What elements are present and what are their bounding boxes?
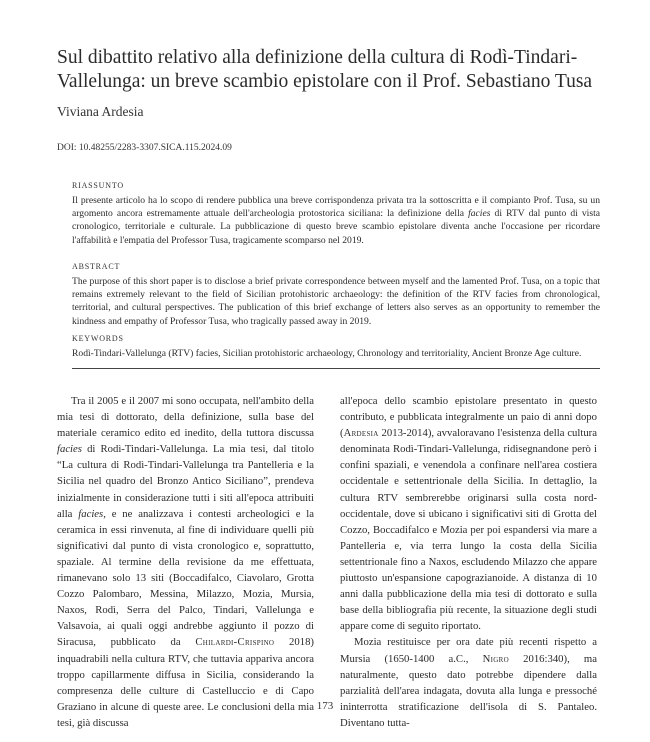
- keywords-heading: KEYWORDS: [72, 334, 124, 343]
- page-number: 173: [316, 700, 334, 712]
- abstract-section: [72, 262, 600, 328]
- citation-author: Ardesia: [343, 427, 379, 440]
- keywords-text: Rodì-Tindari-Vallelunga (RTV) facies, Sicilian protohistoric archaeology, Chronology and territoriality, Ancient Bronze Age culture.: [72, 348, 582, 359]
- riassunto-text: Il presente articolo ha lo scopo di rendere pubblica una breve corrispondenza privata tra la sottoscritta e il compianto Prof. Tusa, su un argomento ancora estremamente attuale dell'archeologia protostorica siciliana: la definizione della facies di RTV dal punto di vista cronologico, territoriale e culturale. La pubblicazione di questo breve scambio epistolare diventa anche l'occasione per ricordare l'affabilità e l'empatia del Professor Tusa, tragicamente scomparso nel 2019.: [72, 195, 600, 246]
- abstract-heading: ABSTRACT: [72, 262, 121, 271]
- keywords-section: [72, 334, 600, 360]
- body-paragraph: Tra il 2005 e il 2007 mi sono occupata, nell'ambito della mia tesi di dottorato, della definizione, sulla base del materiale ceramico edito ed inedito, della tuttora discussa facies di Rodì-Tindari-Vallelunga. La mia tesi, dal titolo “La cultura di Rodì-Tindari-Vallelunga tra Pantelleria e la Sicilia nel quadro del Bronzo Antico Siciliano”, prendeva inizialmente in considerazione tutti i siti all'epoca attribuiti alla facies, e ne analizzava i contesti archeologici e la ceramica in essi rinvenuta, al fine di individuare quelli più significativi dal punto di vista cronologico e, soprattutto, spaziale. Al termine della revisione da me effettuata, rimanevano solo 13 siti (Boccadifalco, Ciavolaro, Grotta Cozzo Palombaro, Messina, Milazzo, Mozia, Mursia, Naxos, Rodì, Serra del Palco, Tindari, Vallelunga e Valsavoia, ai quali oggi andrebbe aggiunto il pozzo di Siracusa, pubblicato da Chilardi-Crispino 2018) inquadrabili nella cultura RTV, che tuttavia appariva ancora troppo capillarmente diffusa in Sicilia, considerando la compresenza delle culture di Castelluccio e di Capo Graziano in alcune di queste aree. Le conclusioni della mia tesi, già discussa: [57, 395, 314, 729]
- section-divider: [72, 368, 600, 369]
- body-column-right: [340, 393, 597, 731]
- body-paragraph: Mozia restituisce per ora date più recenti rispetto a Mursia (1650-1400 a.C., Nigro 2016:340), ma naturalmente, questo dato potrebbe dipendere dalla parzialità dell'area indagata, dovuta alla lunga e pressoché ininterrotta stratificazione dell'isola di S. Pantaleo. Diventano tutta-: [340, 636, 597, 729]
- article-title: Sul dibattito relativo alla definizione della cultura di Rodì-Tindari-Vallelunga: un breve scambio epistolare con il Prof. Sebastiano Tusa: [57, 47, 593, 92]
- riassunto-section: [72, 181, 600, 247]
- body-paragraph: all'epoca dello scambio epistolare presentato in questo contributo, e pubblicata integralmente un paio di anni dopo (Ardesia 2013-2014), avvaloravano l'esistenza della cultura denominata Rodì-Tindari-Vallelunga, ridisegnandone però i confini spaziali, e venendola a confinare nell'area costiera occidentale e settentrionale della Sicilia. In dettaglio, la cultura RTV sembrerebbe originarsi sulla costa nord-occidentale, dove si ubicano i significativi siti di Grotta del Cozzo, Boccadifalco e Mozia per poi espandersi via mare a Pantelleria e, via terra lungo la costa della Sicilia settentrionale fino a Naxos, escludendo Milazzo che appare piuttosto un'espansione capograzianoide. A distanza di 10 anni dalla pubblicazione della mia tesi di dottorato e sulla base della bibliografia più recente, la situazione degli studi appare come di seguito riportato.: [340, 395, 597, 633]
- doi-line[interactable]: DOI: 10.48255/2283-3307.SICA.115.2024.09: [57, 143, 232, 153]
- body-column-left: [57, 393, 314, 731]
- riassunto-heading: RIASSUNTO: [72, 181, 124, 190]
- citation-author: Chilardi-Crispino: [195, 636, 275, 649]
- citation-author: Nigro: [482, 652, 509, 665]
- author-name: Viviana Ardesia: [57, 104, 144, 119]
- abstract-text: The purpose of this short paper is to disclose a brief private correspondence between myself and the lamented Prof. Tusa, on a topic that remains extremely relevant to the field of Sicilian protohistoric archaeology: the definition of the RTV facies from chronological, territorial, and cultural perspectives. The publication of this brief exchange of letters also serves as an opportunity to remember the kindness and empathy of Professor Tusa, who tragically passed away in 2019.: [72, 276, 600, 327]
